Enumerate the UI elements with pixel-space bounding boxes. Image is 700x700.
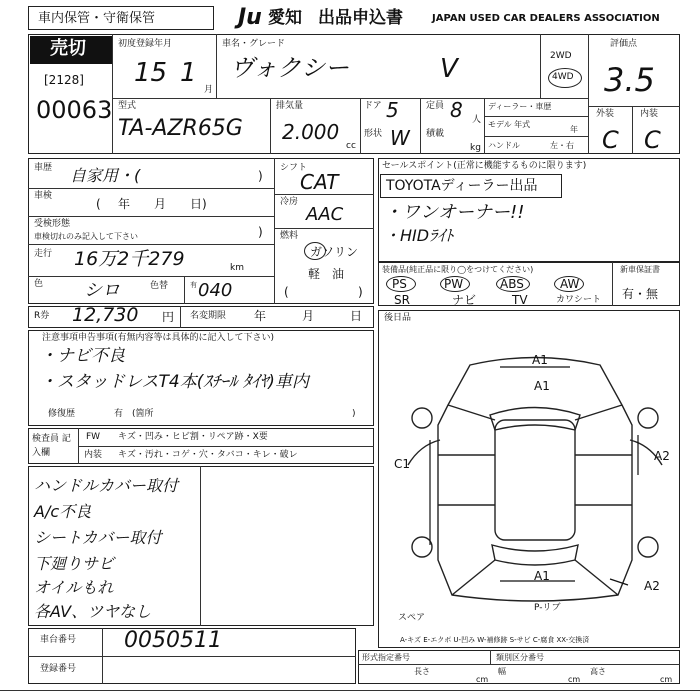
inspector-int-label: 内装 bbox=[84, 450, 103, 460]
shift-value: CAT bbox=[300, 170, 339, 194]
shape-label: 形状 bbox=[364, 129, 383, 139]
load-unit: kg bbox=[470, 143, 481, 153]
divider bbox=[112, 98, 588, 99]
year-unit: 年 bbox=[570, 125, 578, 134]
mark-a1-top: A1 bbox=[532, 353, 548, 367]
model-code-label: 型式 bbox=[118, 101, 137, 111]
recycle-unit: 円 bbox=[162, 310, 175, 324]
remark-3: シートカバー取付 bbox=[34, 528, 162, 547]
divider bbox=[180, 306, 181, 328]
class-label: 類別区分番号 bbox=[496, 653, 544, 662]
divider bbox=[0, 690, 700, 691]
divider bbox=[588, 34, 589, 154]
divider bbox=[612, 262, 613, 306]
color-no-label: 色替 bbox=[150, 281, 169, 291]
interior-label: 内装 bbox=[640, 109, 659, 119]
divider bbox=[28, 244, 274, 245]
reg-number-label: 登録番号 bbox=[40, 664, 77, 674]
form-check-label: 形式指定番号 bbox=[362, 653, 410, 662]
inspector-int-items: キズ・汚れ・コゲ・穴・タバコ・キレ・破レ bbox=[118, 450, 298, 460]
warranty-value: 有・無 bbox=[622, 287, 659, 301]
org-name: 愛知 bbox=[268, 8, 302, 28]
form-title: 出品申込書 bbox=[318, 8, 403, 28]
model-name: ヴォクシー bbox=[230, 54, 350, 82]
inspector-ext-items: キズ・凹み・ヒビ割・リペア跡・X要 bbox=[118, 432, 268, 442]
lot-number: 00063 bbox=[36, 96, 113, 124]
repair-value: 有 (箇所 bbox=[114, 409, 154, 419]
chassis-label: 車台番号 bbox=[40, 635, 77, 645]
equip-sr: SR bbox=[394, 293, 410, 307]
history-label: 車歴 bbox=[34, 163, 53, 173]
interior-grade: C bbox=[644, 126, 661, 154]
model-year-label: モデル 年式 bbox=[488, 120, 531, 129]
month-unit: 月 bbox=[204, 85, 214, 95]
fuel-paren-close: ) bbox=[358, 285, 363, 299]
warranty-label: 新車保証書 bbox=[620, 265, 660, 274]
divider bbox=[484, 98, 485, 154]
score-label: 評価点 bbox=[610, 39, 638, 49]
width-unit: cm bbox=[568, 675, 581, 684]
drive-4wd: 4WD bbox=[552, 72, 574, 82]
selling-points-label: セールスポイント(正常に機能するものに限ります) bbox=[382, 161, 587, 171]
height-unit: cm bbox=[660, 675, 673, 684]
divider bbox=[102, 628, 103, 684]
divider bbox=[540, 34, 541, 98]
mark-a1-front: A1 bbox=[534, 379, 550, 393]
exterior-label: 外装 bbox=[596, 109, 615, 119]
model-grade-label: 車名・グレード bbox=[222, 39, 286, 49]
divider bbox=[490, 650, 491, 664]
equip-pw: PW bbox=[444, 277, 464, 291]
mileage-value: 16万2千279 bbox=[74, 248, 185, 270]
divider bbox=[274, 228, 374, 229]
divider bbox=[216, 34, 217, 98]
remark-2: A/c不良 bbox=[34, 502, 92, 521]
length-label: 長さ bbox=[414, 667, 430, 676]
divider bbox=[484, 116, 588, 117]
selling-line1: TOYOTAディーラー出品 bbox=[386, 178, 538, 194]
check-label: 有 bbox=[190, 281, 197, 289]
recycle-value: 12,730 bbox=[72, 304, 139, 326]
equip-navi: ナビ bbox=[452, 293, 477, 307]
remark-5: オイルもれ bbox=[34, 578, 114, 597]
drive-2wd: 2WD bbox=[550, 51, 572, 61]
capacity: 8 bbox=[450, 98, 463, 122]
inspector-label: 検査員 記入欄 bbox=[32, 434, 71, 458]
divider bbox=[420, 98, 421, 154]
model-code: TA-AZR65G bbox=[118, 116, 243, 141]
displacement-unit: cc bbox=[346, 141, 356, 151]
equipment-label: 装備品(純正品に限り◯をつけてください) bbox=[382, 265, 534, 274]
divider bbox=[28, 276, 274, 277]
selling-line3: ・HIDﾗｲﾄ bbox=[384, 226, 454, 245]
divider bbox=[28, 656, 356, 657]
load-label: 積載 bbox=[426, 129, 445, 139]
history-value: 自家用・( bbox=[70, 166, 141, 185]
mark-a2-rear: A2 bbox=[644, 579, 660, 593]
inspector-fw: FW bbox=[86, 432, 101, 442]
fuel-label: 燃料 bbox=[280, 231, 299, 241]
score-value: 3.5 bbox=[604, 61, 655, 99]
width-label: 幅 bbox=[498, 667, 506, 676]
mark-pleave: P-リブ bbox=[534, 603, 561, 613]
first-reg-label: 初度登録年月 bbox=[118, 39, 173, 49]
mileage-label: 走行 bbox=[34, 249, 53, 259]
divider bbox=[270, 98, 271, 154]
divider bbox=[360, 98, 361, 154]
height-label: 高さ bbox=[590, 667, 606, 676]
handle-label: ハンドル bbox=[488, 141, 520, 150]
dealer-label: ディーラー・車歴 bbox=[488, 102, 552, 111]
divider bbox=[78, 446, 374, 447]
sale-form-close: ) bbox=[258, 225, 263, 239]
spare-label: スペア bbox=[398, 613, 426, 623]
divider bbox=[28, 188, 274, 189]
divider bbox=[358, 664, 680, 665]
equip-seat: カワシート bbox=[556, 295, 602, 305]
fuel-diesel: 軽 油 bbox=[308, 267, 345, 281]
doors: 5 bbox=[386, 98, 399, 122]
name-change-label: 名変期限 bbox=[190, 311, 227, 321]
ac-value: AAC bbox=[306, 204, 344, 225]
association-name: JAPAN USED CAR DEALERS ASSOCIATION bbox=[432, 13, 660, 24]
divider bbox=[588, 106, 680, 107]
divider bbox=[484, 136, 588, 137]
color-no: 040 bbox=[198, 280, 233, 301]
displacement: 2.000 bbox=[282, 120, 340, 144]
repair-close: ) bbox=[352, 409, 356, 419]
ac-label: 冷房 bbox=[280, 197, 299, 207]
remark-4: 下廻りサビ bbox=[34, 554, 115, 573]
divider bbox=[274, 194, 374, 195]
equip-abs: ABS bbox=[500, 277, 524, 291]
divider bbox=[632, 106, 633, 154]
history-close: ) bbox=[258, 169, 263, 183]
length-unit: cm bbox=[476, 675, 489, 684]
grade: V bbox=[440, 54, 458, 84]
shift-label: シフト bbox=[280, 163, 308, 173]
storage-note: 車内保管・守衛保管 bbox=[38, 11, 156, 26]
fuel-paren-open: ( bbox=[284, 285, 289, 299]
divider bbox=[28, 216, 274, 217]
equip-tv: TV bbox=[512, 293, 528, 307]
inspection-value: 年 月 日) bbox=[118, 197, 207, 211]
divider bbox=[274, 158, 275, 304]
divider bbox=[112, 34, 113, 154]
capacity-unit: 人 bbox=[472, 115, 482, 125]
handle-options: 左・右 bbox=[550, 141, 574, 150]
legend: A-キズ E-エクボ U-凹み W-補修跡 S-サビ C-腐食 XX-交換済 bbox=[400, 636, 590, 644]
code-bracket: [2128] bbox=[44, 73, 84, 87]
shape: W bbox=[390, 126, 410, 150]
capacity-label: 定員 bbox=[426, 101, 445, 111]
mark-a2-right: A2 bbox=[654, 449, 670, 463]
color-label: 色 bbox=[34, 279, 44, 289]
reg-year: 15 bbox=[134, 58, 168, 88]
equip-aw: AW bbox=[560, 277, 580, 291]
recycle-label: R券 bbox=[34, 311, 50, 321]
doors-label: ドア bbox=[364, 101, 382, 111]
chassis-value: 0050511 bbox=[124, 628, 222, 653]
mark-c1-left: C1 bbox=[394, 457, 411, 471]
notes-line2: ・スタッドレスT4本(ｽﾁｰﾙ ﾀｲﾔ)車内 bbox=[40, 372, 309, 392]
repair-label: 修復歴 bbox=[48, 409, 76, 419]
color-value: シロ bbox=[84, 280, 120, 301]
remark-6: 各AV、ツヤなし bbox=[34, 602, 152, 621]
divider bbox=[184, 276, 185, 304]
inspection-paren: ( bbox=[96, 197, 101, 211]
mileage-unit: km bbox=[230, 263, 244, 273]
notes-label: 注意事項申告事項(有無内容等は具体的に記入して下さい) bbox=[42, 333, 275, 343]
reg-month: 1 bbox=[180, 58, 197, 88]
inspection-label: 車検 bbox=[34, 191, 53, 201]
sale-form-note: 車検切れのみ記入して下さい bbox=[34, 232, 138, 241]
remark-1: ハンドルカバー取付 bbox=[34, 476, 179, 495]
name-change-date: 年 月 日 bbox=[254, 309, 363, 323]
fuel-gas: ガソリン bbox=[310, 245, 359, 259]
displacement-label: 排気量 bbox=[276, 101, 304, 111]
equip-ps: PS bbox=[392, 277, 407, 291]
post-label: 後日品 bbox=[384, 313, 412, 323]
mark-a1-rear: A1 bbox=[534, 569, 550, 583]
ju-logo: Ju bbox=[238, 5, 262, 30]
selling-line2: ・ワンオーナー!! bbox=[384, 202, 525, 223]
notes-line1: ・ナビ不良 bbox=[40, 346, 125, 366]
sale-form-label: 受検形態 bbox=[34, 219, 71, 229]
divider bbox=[200, 466, 201, 626]
exterior-grade: C bbox=[602, 126, 619, 154]
sold-label: 売切 bbox=[50, 38, 86, 59]
